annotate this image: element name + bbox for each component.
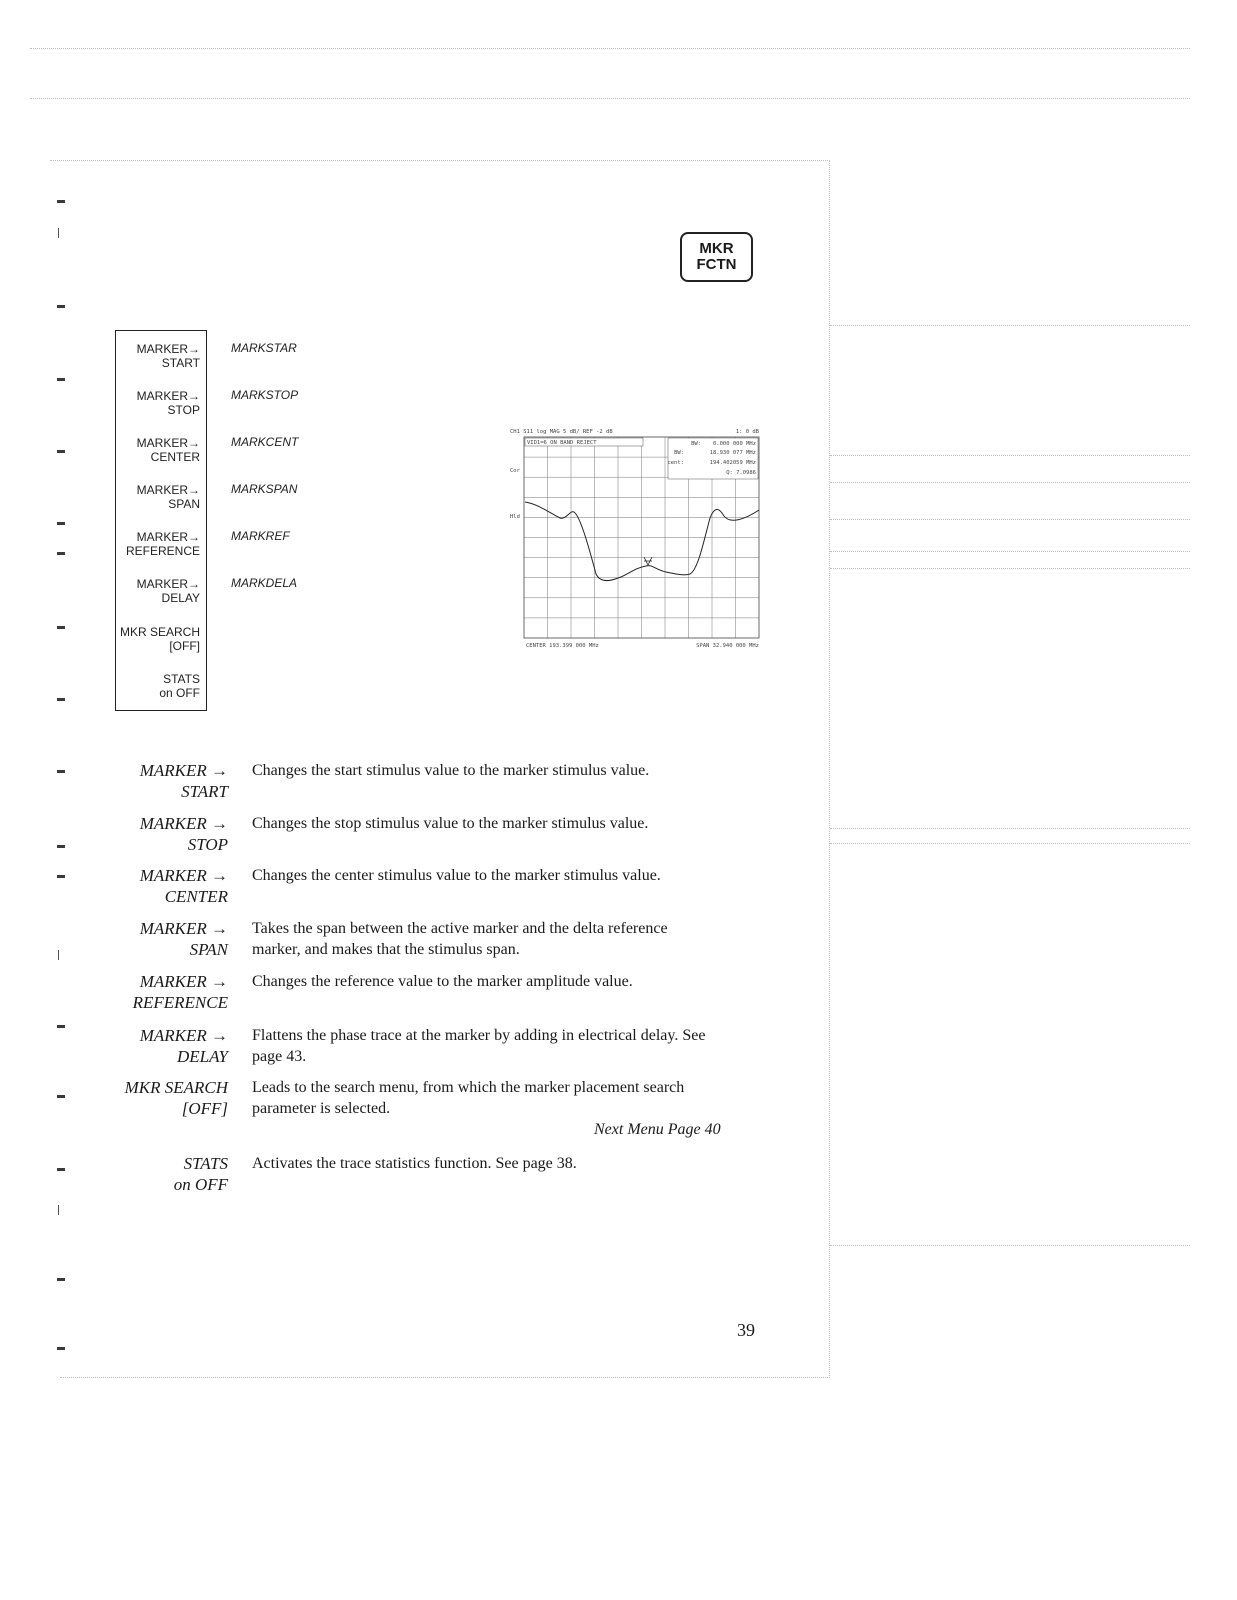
desc-text-marker-stop: Changes the stop stimulus value to the marker stimulus value. bbox=[252, 815, 649, 832]
scan-page-edge bbox=[829, 160, 830, 1378]
desc-key-marker-delay bbox=[140, 1025, 228, 1067]
softkey-label-line2: CENTER bbox=[150, 450, 200, 464]
desc-key-line2: CENTER bbox=[164, 887, 228, 906]
desc-key-line2: on OFF bbox=[173, 1175, 228, 1194]
marker-value: 0.000 000 MHz bbox=[712, 441, 756, 447]
softkey-label-line1: STATS bbox=[163, 672, 200, 686]
scan-rule bbox=[830, 325, 1190, 326]
softkey-marker-delay[interactable] bbox=[137, 577, 200, 605]
screen-side-label: Hld bbox=[510, 514, 520, 520]
desc-text-marker-delay: Flattens the phase trace at the marker by adding in electrical delay. See page 43. bbox=[252, 1027, 706, 1065]
desc-text-marker-span: Takes the span between the active marker and the delta reference marker, and makes that the stimulus span. bbox=[252, 920, 668, 958]
screen-side-label: Cor bbox=[510, 468, 520, 474]
scan-rule bbox=[830, 519, 1190, 520]
scan-rule bbox=[50, 160, 830, 161]
scan-rule bbox=[830, 828, 1190, 829]
desc-key-line2: REFERENCE bbox=[132, 993, 228, 1012]
scan-rule bbox=[60, 1377, 830, 1378]
screen-header-right: 1: 0 dB bbox=[735, 429, 759, 435]
desc-key-stats bbox=[174, 1153, 228, 1195]
softkey-marker-start[interactable] bbox=[137, 342, 200, 370]
desc-key-mkr-search bbox=[125, 1077, 228, 1119]
command-mnemonic: MARKSPAN bbox=[231, 482, 298, 496]
scan-rule bbox=[830, 551, 1190, 552]
softkey-marker-reference[interactable] bbox=[126, 530, 200, 558]
softkey-label-line1: MARKER→ bbox=[136, 436, 200, 450]
softkey-label-line1: MARKER→ bbox=[136, 577, 200, 591]
screen-center: CENTER 193.399 000 MHz bbox=[526, 643, 599, 649]
command-mnemonic: MARKSTAR bbox=[231, 341, 297, 355]
screen-header: CH1 S11 log MAG 5 dB/ REF -2 dB bbox=[510, 429, 613, 435]
desc-text-marker-reference: Changes the reference value to the marker amplitude value. bbox=[252, 973, 633, 990]
scan-rule bbox=[30, 48, 1190, 49]
trace-line bbox=[525, 502, 759, 581]
hardkey-line1: MKR bbox=[699, 240, 734, 257]
desc-text-mkr-search: Leads to the search menu, from which the marker placement search parameter is selected. bbox=[252, 1079, 685, 1117]
scan-rule bbox=[830, 843, 1190, 844]
scan-rule bbox=[830, 1245, 1190, 1246]
marker-value: Q: 7.0986 bbox=[726, 470, 756, 476]
desc-key-marker-center bbox=[140, 865, 228, 907]
softkey-label-line2: SPAN bbox=[168, 497, 200, 511]
marker-label: cent: bbox=[667, 460, 684, 466]
desc-key-line1: STATS bbox=[183, 1154, 228, 1173]
desc-key-line2: SPAN bbox=[189, 940, 228, 959]
next-menu-link[interactable]: Next Menu Page 40 bbox=[594, 1121, 721, 1138]
desc-key-line1: MKR SEARCH bbox=[124, 1078, 228, 1097]
desc-text-stats: Activates the trace statistics function. See page 38. bbox=[252, 1155, 577, 1172]
desc-key-marker-reference bbox=[133, 971, 228, 1013]
softkey-label-line2: START bbox=[161, 356, 200, 370]
screen-info: VID1=6 ON BAND REJECT bbox=[527, 440, 597, 446]
marker-label: BW: bbox=[691, 441, 701, 447]
softkey-marker-span[interactable] bbox=[137, 483, 200, 511]
scan-rule bbox=[30, 98, 1190, 99]
command-mnemonic: MARKREF bbox=[231, 529, 290, 543]
softkey-label-line1: MARKER→ bbox=[136, 342, 200, 356]
softkey-mkr-search[interactable] bbox=[120, 625, 200, 653]
softkey-stats[interactable] bbox=[159, 672, 200, 700]
softkey-label-line2: REFERENCE bbox=[125, 544, 200, 558]
analyzer-display bbox=[508, 424, 762, 650]
desc-key-line1: MARKER → bbox=[139, 761, 228, 780]
desc-text-marker-start: Changes the start stimulus value to the marker stimulus value. bbox=[252, 762, 650, 779]
mkr-fctn-hardkey[interactable] bbox=[680, 232, 753, 282]
desc-key-marker-stop bbox=[140, 813, 228, 855]
softkey-label-line1: MARKER→ bbox=[136, 483, 200, 497]
command-mnemonic: MARKCENT bbox=[231, 435, 299, 449]
scan-rule bbox=[830, 482, 1190, 483]
marker-label: BW: bbox=[674, 450, 684, 456]
hardkey-line2: FCTN bbox=[696, 256, 737, 273]
softkey-label-line2: STOP bbox=[167, 403, 200, 417]
softkey-label-line2: [OFF] bbox=[169, 639, 200, 653]
softkey-menu bbox=[115, 330, 207, 711]
desc-key-line1: MARKER → bbox=[139, 814, 228, 833]
desc-key-line2: [OFF] bbox=[181, 1099, 228, 1118]
softkey-marker-stop[interactable] bbox=[137, 389, 200, 417]
desc-text-marker-center: Changes the center stimulus value to the marker stimulus value. bbox=[252, 867, 661, 884]
desc-key-line1: MARKER → bbox=[139, 866, 228, 885]
desc-key-marker-span bbox=[140, 918, 228, 960]
softkey-label-line1: MARKER→ bbox=[136, 389, 200, 403]
marker-value: 194.402059 MHz bbox=[709, 460, 756, 466]
desc-key-line2: START bbox=[181, 782, 228, 801]
softkey-marker-center[interactable] bbox=[137, 436, 200, 464]
page-number: 39 bbox=[737, 1320, 755, 1340]
softkey-label-line1: MARKER→ bbox=[136, 530, 200, 544]
scan-rule bbox=[830, 568, 1190, 569]
desc-key-line1: MARKER → bbox=[139, 1026, 228, 1045]
marker-value: 18.930 077 MHz bbox=[709, 450, 756, 456]
marker-symbol bbox=[644, 557, 652, 565]
command-mnemonic: MARKDELA bbox=[231, 576, 298, 590]
softkey-label-line2: DELAY bbox=[161, 591, 200, 605]
desc-key-line1: MARKER → bbox=[139, 919, 228, 938]
desc-key-marker-start bbox=[140, 760, 228, 802]
command-mnemonic: MARKSTOP bbox=[231, 388, 299, 402]
screen-span: SPAN 32.940 000 MHz bbox=[696, 643, 759, 649]
desc-key-line1: MARKER → bbox=[139, 972, 228, 991]
desc-key-line2: DELAY bbox=[176, 1047, 228, 1066]
desc-key-line2: STOP bbox=[187, 835, 228, 854]
scan-rule bbox=[830, 455, 1190, 456]
softkey-label-line1: MKR SEARCH bbox=[119, 625, 200, 639]
softkey-label-line2: on OFF bbox=[159, 686, 200, 700]
